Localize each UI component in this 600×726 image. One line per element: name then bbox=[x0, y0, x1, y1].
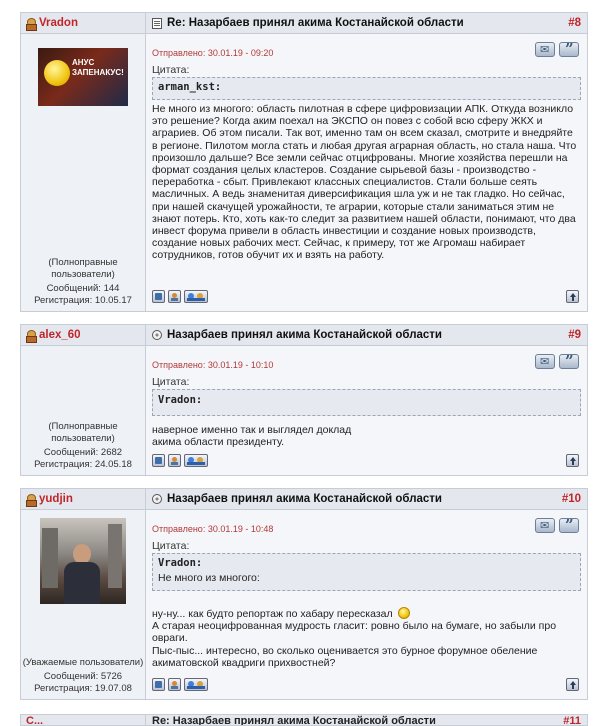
quote-button[interactable] bbox=[559, 518, 579, 533]
post-number-link[interactable]: #8 bbox=[568, 17, 581, 29]
post-title-bar bbox=[146, 325, 587, 345]
post-content bbox=[146, 34, 587, 311]
author-panel bbox=[21, 510, 146, 699]
author-name[interactable]: alex_60 bbox=[39, 329, 81, 341]
post-content bbox=[146, 346, 587, 475]
private-message-button[interactable] bbox=[168, 678, 181, 691]
profile-button[interactable] bbox=[152, 454, 165, 467]
author-header bbox=[21, 13, 146, 33]
author-header bbox=[21, 489, 146, 509]
private-message-button[interactable] bbox=[168, 454, 181, 467]
author-panel bbox=[21, 34, 146, 311]
avatar bbox=[40, 518, 126, 604]
user-message-count: Сообщений: 2682 bbox=[43, 447, 123, 458]
post-title: Назарбаев принял акима Костанайской области bbox=[167, 329, 443, 341]
post-date: Отправлено: 30.01.19 - 09:20 bbox=[152, 48, 274, 58]
post-text bbox=[152, 424, 382, 448]
avatar bbox=[38, 48, 128, 106]
forum-post bbox=[20, 12, 588, 312]
author-header bbox=[21, 325, 146, 345]
author-panel bbox=[21, 346, 146, 475]
quote-author: Vradon: bbox=[158, 557, 203, 569]
profile-button[interactable] bbox=[152, 678, 165, 691]
forum-post bbox=[20, 488, 588, 700]
reply-button[interactable] bbox=[535, 354, 555, 369]
quote-label: Цитата: bbox=[152, 376, 190, 388]
post-content bbox=[146, 510, 587, 699]
quote-author: Vradon: bbox=[158, 394, 203, 406]
post-number-link[interactable]: #10 bbox=[561, 493, 581, 505]
post-header bbox=[21, 325, 587, 346]
post-text bbox=[152, 103, 581, 262]
post-number-link[interactable]: #11 bbox=[563, 715, 581, 725]
post-title-bar bbox=[146, 13, 587, 33]
reply-button[interactable] bbox=[535, 518, 555, 533]
profile-button[interactable] bbox=[152, 290, 165, 303]
post-status-icon bbox=[152, 330, 162, 340]
user-rank: (Полноправные пользователи) bbox=[48, 257, 118, 280]
quote-button[interactable] bbox=[559, 42, 579, 57]
document-icon bbox=[152, 18, 162, 29]
user-icon bbox=[26, 494, 35, 505]
avatar-caption: АНУС ЗАПЕНАКУС! bbox=[72, 58, 124, 77]
post-date: Отправлено: 30.01.19 - 10:48 bbox=[152, 524, 274, 534]
post-paragraph: Не много из многого: область пилотная в сфере цифровизации АПК. Откуда возникло это решение? Когда аким поехал на ЭКСПО он повез с собой всю сферу ЖКХ и аграриев. Об этом писали. Так вот, именно там он всем сказал, смотрите и внедряйте в регионе. Пилотом могла стать и любая другая аграрная область, но стала наша. Что произошло дальше? Все земли сейчас отцифрованы. Многие хозяйства перешли на формат создания целых кластеров. Создание сырьевой базы - производство - переработка - сбыт. Привлекают классных специалистов. Стали больше сеять масличных. А ведь знаменитая диверсификация шла уж и не так гладко. Но сейчас, при нашей скачущей урожайности, те аграрии, которые стали заниматься этим не знают потерь. Кто, хоть как-то следит за развитием нашей области, понимают, что два инвест форума привели в область инвестиции и создание новых производств, создание новых рабочих мест. Сейчас, к примеру, тот же Агромаш набирает сотрудников, готов обучит их и взять на работу. bbox=[152, 103, 577, 262]
post-status-icon bbox=[152, 494, 162, 504]
quote-label: Цитата: bbox=[152, 540, 190, 552]
post-title-bar bbox=[146, 489, 587, 509]
smile-emoticon-icon bbox=[398, 607, 410, 619]
post-paragraph: А старая неоцифрованная мудрость гласит: ровно было на бумаге, но забыли про овраги. bbox=[152, 620, 557, 645]
quote-block bbox=[152, 389, 581, 416]
user-message-count: Сообщений: 5726 bbox=[43, 671, 123, 682]
user-registration-date: Регистрация: 19.07.08 bbox=[34, 683, 132, 694]
post-title: Re: Назарбаев принял акима Костанайской области bbox=[167, 17, 464, 29]
post-paragraph: ну-ну... как будто репортаж по хабару пересказал bbox=[152, 608, 393, 620]
author-name[interactable]: Vradon bbox=[39, 17, 78, 29]
add-buddy-button[interactable] bbox=[184, 454, 208, 467]
author-name[interactable]: С... bbox=[21, 715, 146, 725]
add-buddy-button[interactable] bbox=[184, 678, 208, 691]
back-to-top-button[interactable] bbox=[566, 454, 579, 467]
forum-post bbox=[20, 324, 588, 476]
quote-label: Цитата: bbox=[152, 64, 190, 76]
post-title: Назарбаев принял акима Костанайской области bbox=[167, 493, 443, 505]
user-message-count: Сообщений: 144 bbox=[46, 283, 120, 294]
add-buddy-button[interactable] bbox=[184, 290, 208, 303]
post-paragraph: Пыс-пыс... интересно, во сколько оценивается это бурное форумное обеление акиматовской квадриги прихвостней? bbox=[152, 644, 538, 669]
quote-block bbox=[152, 553, 581, 591]
post-number-link[interactable]: #9 bbox=[568, 329, 581, 341]
post-text bbox=[152, 607, 581, 669]
user-rank: (Уважаемые пользователи) bbox=[22, 657, 144, 668]
next-post-header bbox=[20, 714, 588, 726]
post-date: Отправлено: 30.01.19 - 10:10 bbox=[152, 360, 274, 370]
user-registration-date: Регистрация: 24.05.18 bbox=[34, 459, 132, 470]
quote-button[interactable] bbox=[559, 354, 579, 369]
post-title: Re: Назарбаев принял акима Костанайской области bbox=[152, 715, 436, 725]
user-icon bbox=[26, 18, 35, 29]
private-message-button[interactable] bbox=[168, 290, 181, 303]
post-paragraph: наверное именно так и выглядел доклад акима области президенту. bbox=[152, 424, 352, 449]
user-rank: (Полноправные пользователи) bbox=[48, 421, 118, 444]
author-name[interactable]: yudjin bbox=[39, 493, 73, 505]
back-to-top-button[interactable] bbox=[566, 678, 579, 691]
reply-button[interactable] bbox=[535, 42, 555, 57]
user-icon bbox=[26, 330, 35, 341]
user-registration-date: Регистрация: 10.05.17 bbox=[34, 295, 132, 306]
post-header bbox=[21, 13, 587, 34]
quote-text: Не много из многого: bbox=[158, 572, 260, 584]
post-header bbox=[21, 489, 587, 510]
quote-block bbox=[152, 77, 581, 100]
quote-author: arman_kst: bbox=[158, 81, 222, 93]
back-to-top-button[interactable] bbox=[566, 290, 579, 303]
